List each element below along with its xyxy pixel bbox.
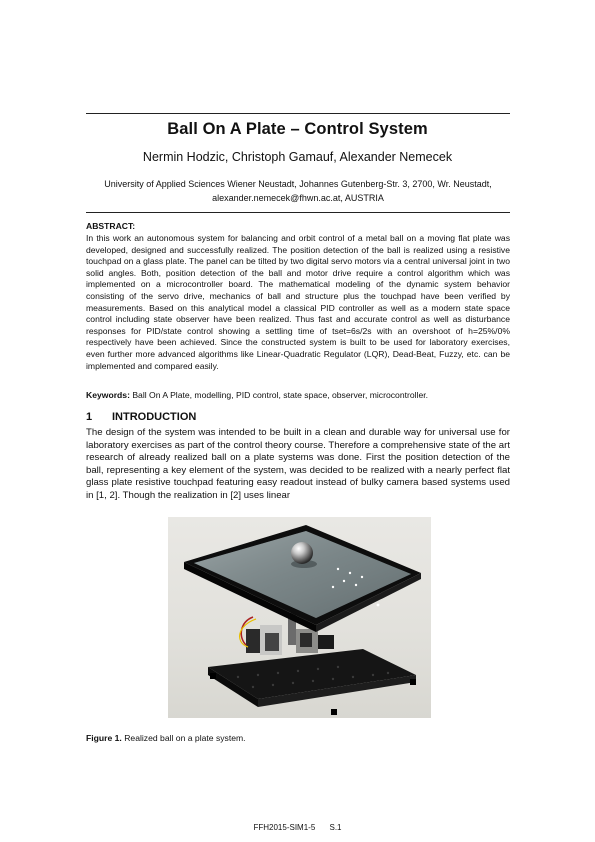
keywords-text: Ball On A Plate, modelling, PID control, state space, observer, microcontroller. [132,390,428,400]
section-heading [86,411,196,423]
abstract-text: In this work an autonomous system for balancing and orbit control of a metal ball on a moving flat plate was developed, designed and successfully realized. The position detection of the ball is realized using a resistive touchpad on a glass plate. The panel can be tilted by two digital servo motors via a central universal joint in two solid angles. Both, position detection of the ball and motor drive require a control algorithm which was implemented on a microcontroller board. The mathematical modeling of the dynamic system behavior consisting of the servo drive, mechanics of ball and structure plus the touchpad have been verified by measurements. Based on this analytical model a classical PID controller as well as a modern state space control including state observer have been realized. Thus fast and accurate control as well as disturbance responses for PID/state control showing a settling time of tset=6s/2s with an overshoot of h=25%/0% respectively have been achieved. Since the constructed system is built to be used for laboratory exercises, even further more advanced algorithms like Linear-Quadratic Regulator (LQR), Dead-Beat, Fuzzy, etc. can be implemented and compared easily. [86,233,510,371]
figure-caption-text: Realized ball on a plate system. [124,733,246,743]
figure-caption [86,733,246,743]
section-number: 1 [86,411,93,423]
paper-title: Ball On A Plate – Control System [167,120,428,138]
footer-code: FFH2015-SIM1-5 [253,823,316,832]
abstract-label: ABSTRACT: [86,221,136,231]
abstract-rule [86,212,510,213]
introduction-text: The design of the system was intended to be built in a clean and durable way for universal use for laboratory exercises as part of the control theory course. Therefore a comprehensive state of the art research of already realized ball on a plate systems was done. First the position detection of the ball, representing a key element of the system, was decided to be realized with a nearly perfect flat glass plate resistive touchpad featuring easy readout instead of bulky camera based systems used in [1, 2]. Though the realization in [2] uses linear [86,427,510,501]
metal-ball [291,542,313,564]
affiliation-line: University of Applied Sciences Wiener Neustadt, Johannes Gutenberg-Str. 3, 2700, Wr. Neustadt, [104,179,492,189]
keywords [86,390,510,400]
ball-on-plate-photo [168,517,431,718]
page-footer [0,823,595,832]
affiliation [86,178,510,205]
page-number: S.1 [329,823,342,832]
affiliation-line: alexander.nemecek@fhwn.ac.at, AUSTRIA [212,192,384,203]
author-list: Nermin Hodzic, Christoph Gamauf, Alexander Nemecek [142,150,453,164]
top-rule [86,113,510,114]
section-title: INTRODUCTION [112,411,197,423]
figure-photo [168,517,431,718]
figure-label: Figure 1. [86,733,122,743]
keywords-label: Keywords: [86,390,130,400]
